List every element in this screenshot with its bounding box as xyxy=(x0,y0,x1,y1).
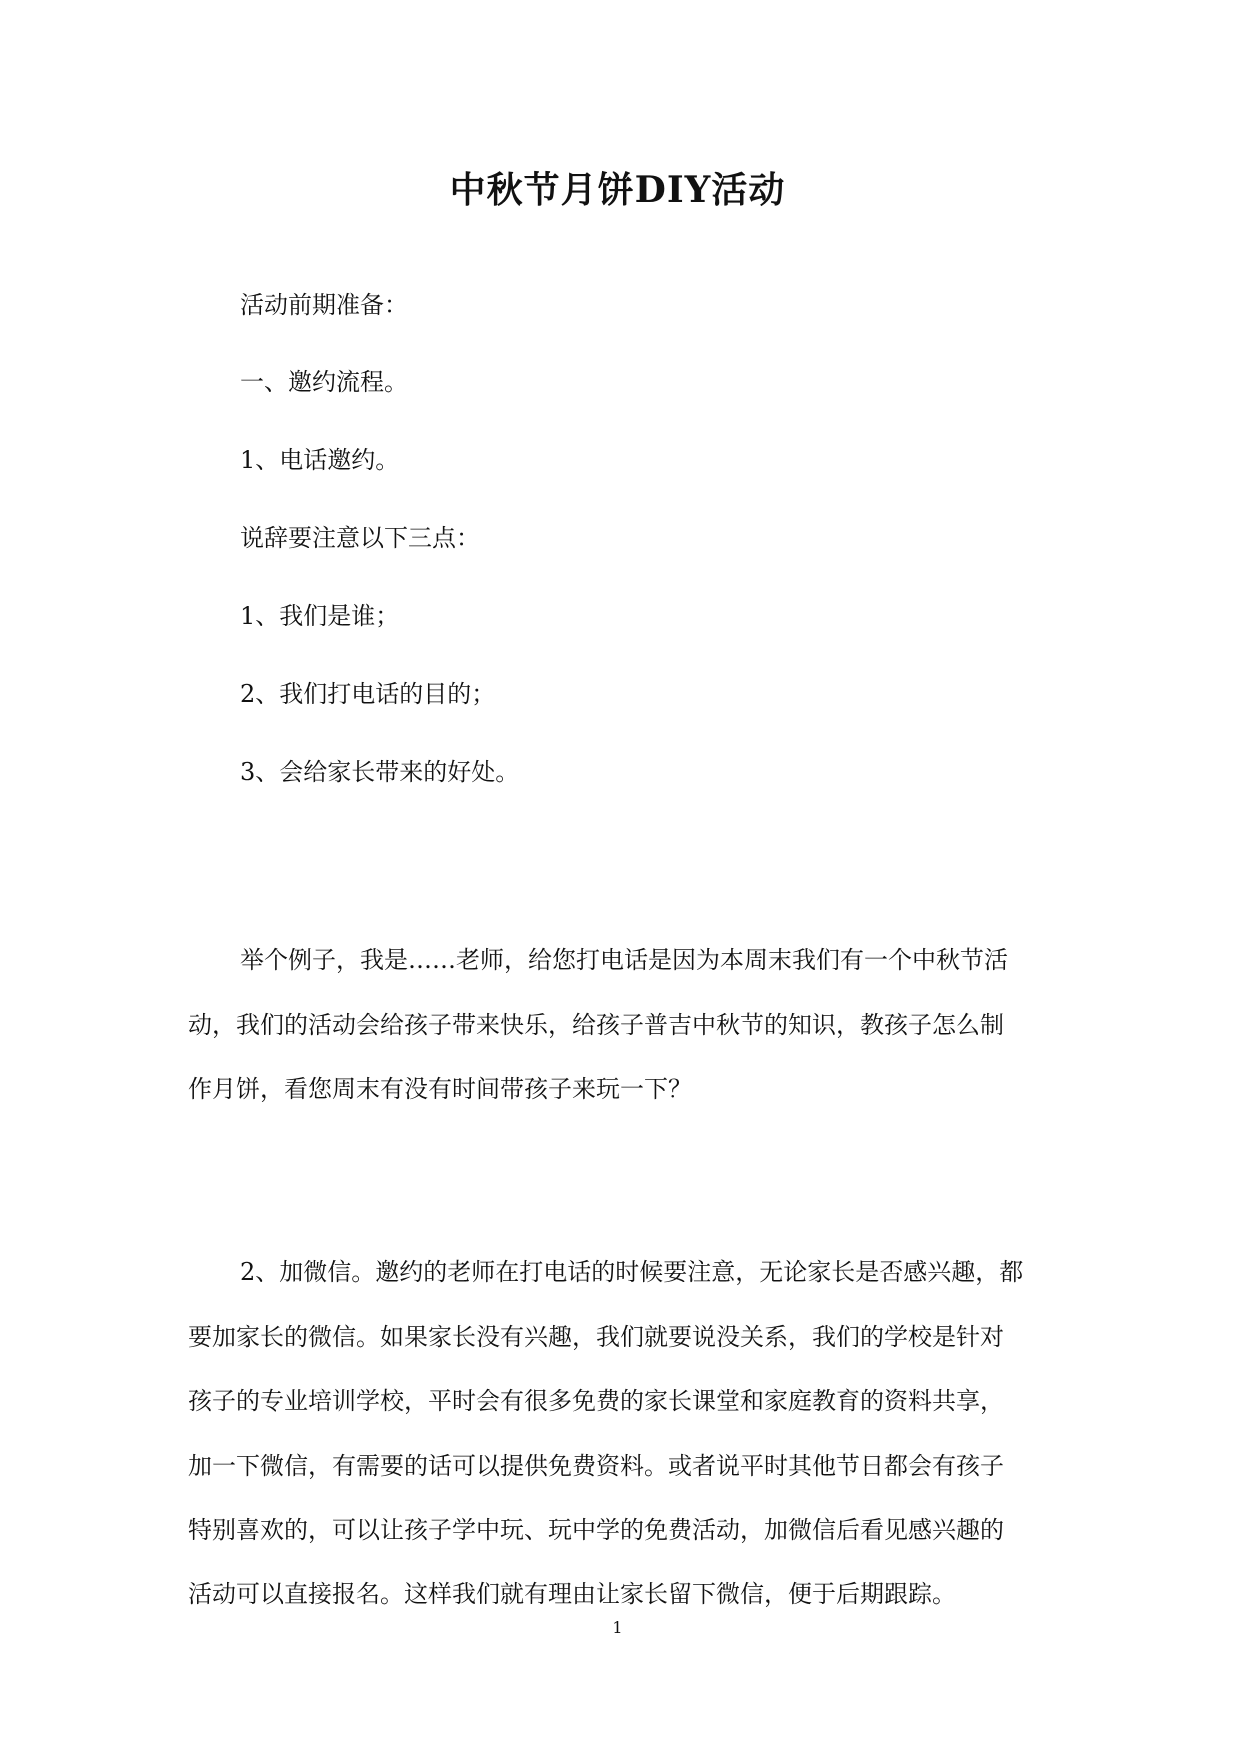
text-line: 3、会给家长带来的好处。 xyxy=(240,758,520,786)
text-line: 孩子的专业培训学校，平时会有很多免费的家长课堂和家庭教育的资料共享， xyxy=(188,1387,1004,1415)
document-title: 中秋节月饼DIY活动 xyxy=(449,169,786,211)
text-line: 2、加微信。邀约的老师在打电话的时候要注意，无论家长是否感兴趣，都 xyxy=(240,1258,1024,1286)
text-line: 2、我们打电话的目的； xyxy=(240,680,496,708)
text-line: 1、电话邀约。 xyxy=(240,446,400,474)
text-line: 动，我们的活动会给孩子带来快乐，给孩子普吉中秋节的知识，教孩子怎么制 xyxy=(188,1011,1004,1039)
text-line: 活动可以直接报名。这样我们就有理由让家长留下微信，便于后期跟踪。 xyxy=(188,1580,956,1608)
text-line: 加一下微信，有需要的话可以提供免费资料。或者说平时其他节日都会有孩子 xyxy=(188,1452,1004,1480)
text-line: 作月饼，看您周末有没有时间带孩子来玩一下？ xyxy=(188,1075,692,1103)
text-line: 说辞要注意以下三点： xyxy=(240,524,480,552)
page-number: 1 xyxy=(612,1618,623,1637)
text-line: 活动前期准备： xyxy=(240,291,408,319)
text-line: 1、我们是谁； xyxy=(240,602,400,630)
text-line: 要加家长的微信。如果家长没有兴趣，我们就要说没关系，我们的学校是针对 xyxy=(188,1323,1004,1351)
text-line: 一、邀约流程。 xyxy=(240,368,408,396)
text-line: 举个例子，我是……老师，给您打电话是因为本周末我们有一个中秋节活 xyxy=(240,946,1008,974)
text-line: 特别喜欢的，可以让孩子学中玩、玩中学的免费活动，加微信后看见感兴趣的 xyxy=(188,1516,1004,1544)
